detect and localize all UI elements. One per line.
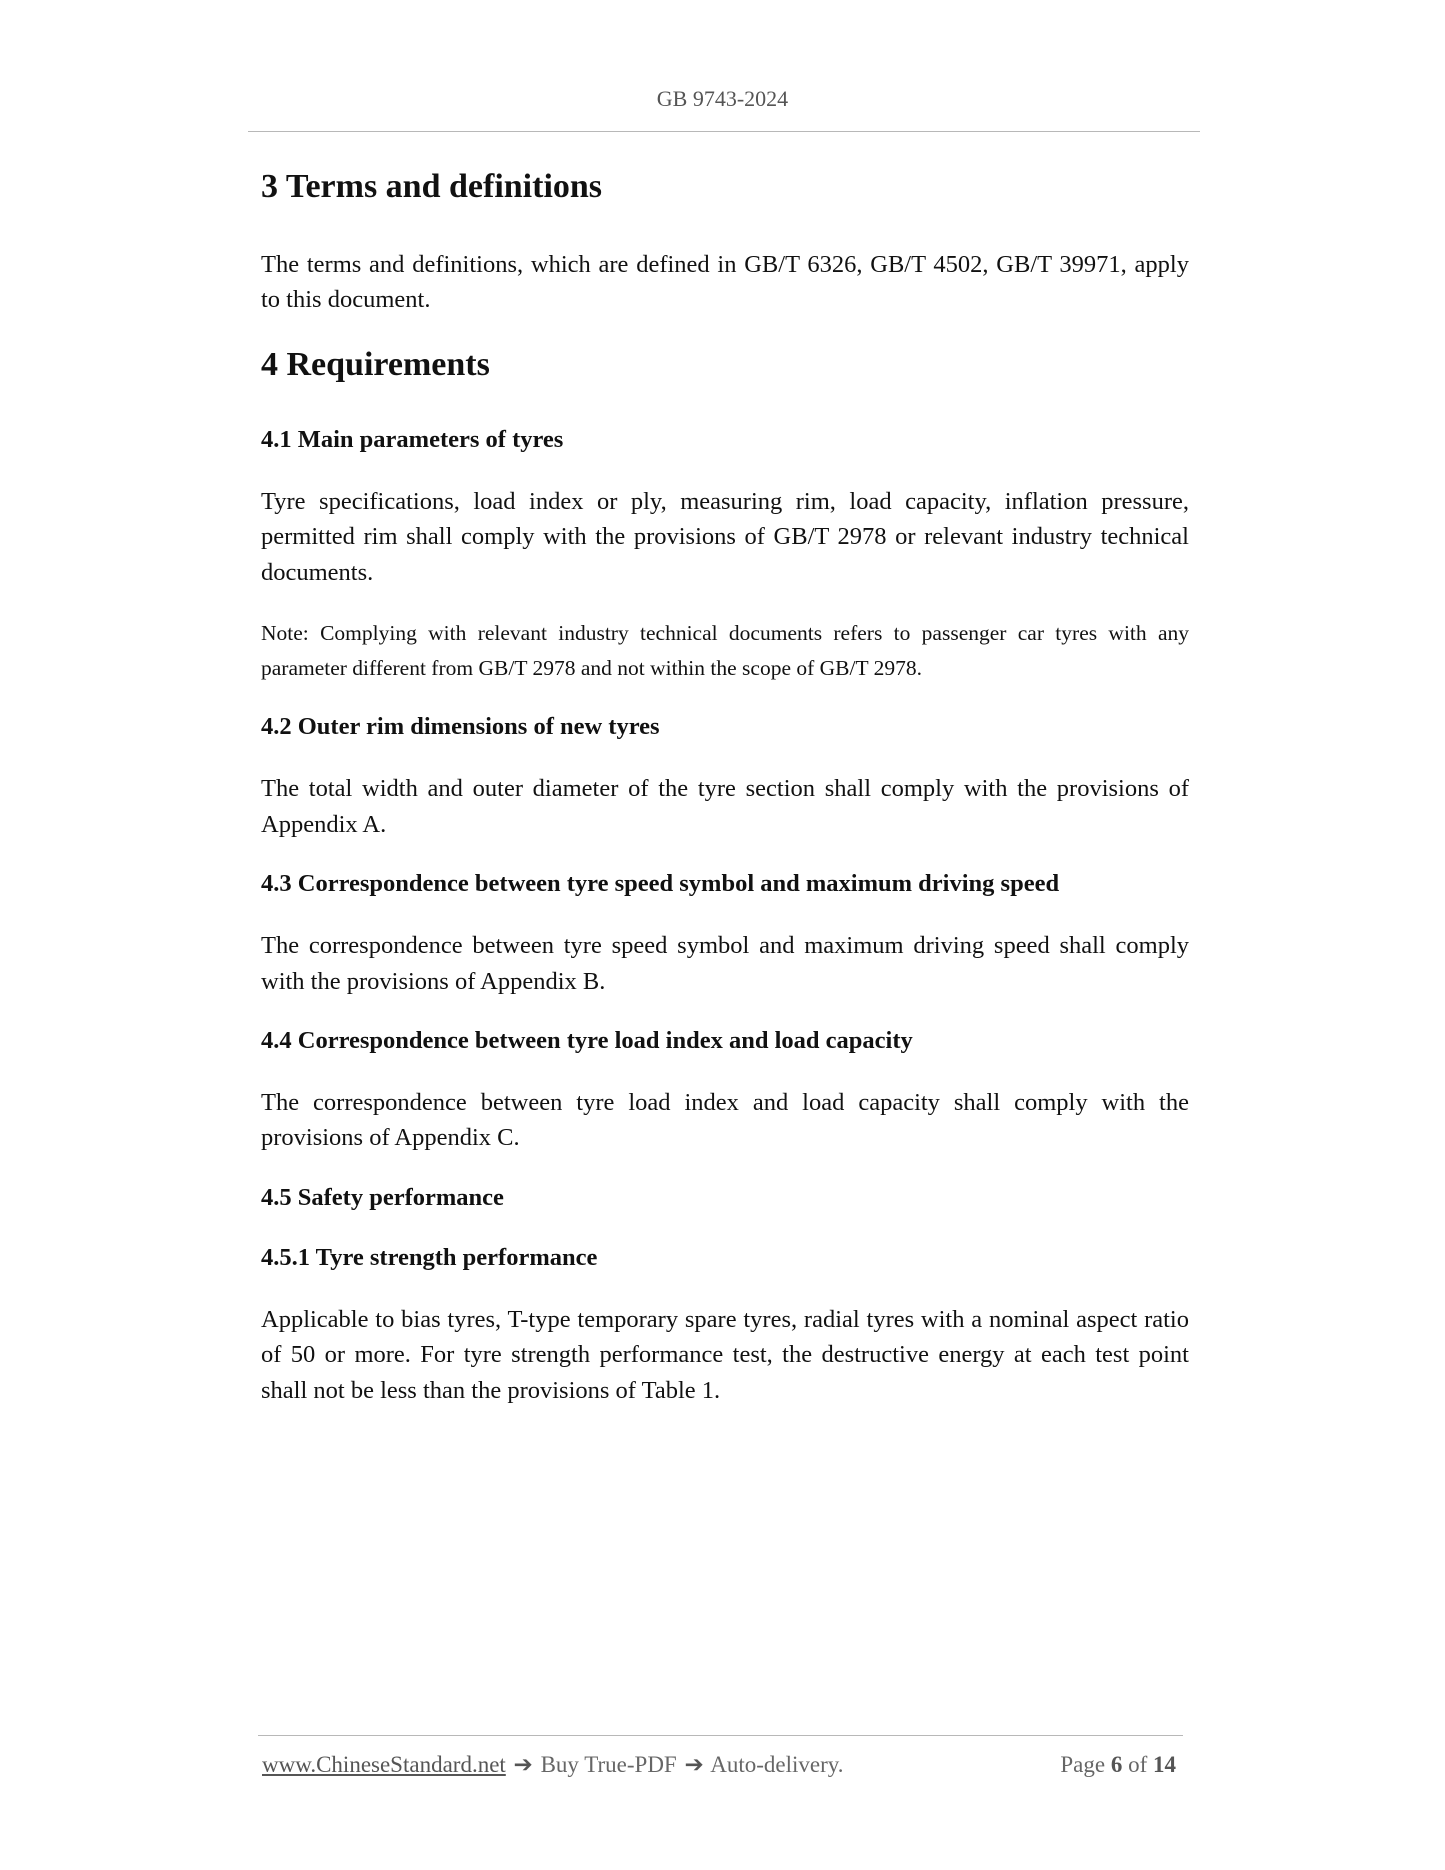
section-4-1-paragraph: Tyre specifications, load index or ply, measuring rim, load capacity, inflation pressure, permitted rim shall comply with the provisions of GB/T 2978 or relevant industry technical documents. (261, 487, 1189, 586)
page-label: Page (1060, 1752, 1106, 1777)
section-4-1-note: Note: Complying with relevant industry technical documents refers to passenger car tyres with any parameter different from GB/T 2978 and not within the scope of GB/T 2978. (261, 621, 1189, 680)
section-4-5-1-heading: 4.5.1 Tyre strength performance (261, 1243, 598, 1271)
arrow-right-icon: ➔ (684, 1752, 704, 1777)
section-4-heading: 4 Requirements (261, 345, 490, 383)
footer-divider (258, 1735, 1183, 1736)
chinesestandard-link[interactable]: www.ChineseStandard.net (262, 1752, 506, 1777)
page-number (1060, 1752, 1176, 1778)
page-header-doc-code: GB 9743-2024 (656, 86, 789, 111)
section-3-paragraph: The terms and definitions, which are defined in GB/T 6326, GB/T 4502, GB/T 39971, apply to this document. (261, 250, 1189, 313)
section-4-3-heading: 4.3 Correspondence between tyre speed symbol and maximum driving speed (261, 870, 1060, 898)
document-body (261, 166, 1189, 1434)
page-current: 6 (1110, 1752, 1123, 1777)
section-4-4-heading: 4.4 Correspondence between tyre load index and load capacity (261, 1027, 913, 1055)
section-3-heading: 3 Terms and definitions (261, 168, 603, 205)
section-4-2-paragraph: The total width and outer diameter of the tyre section shall comply with the provisions of Appendix A. (261, 775, 1189, 838)
section-4-5-1-paragraph: Applicable to bias tyres, T-type temporary spare tyres, radial tyres with a nominal aspect ratio of 50 or more. For tyre strength performance test, the destructive energy at each test point shall not be less than the provisions of Table 1. (261, 1305, 1189, 1404)
buy-true-pdf-text: Buy True-PDF (540, 1752, 677, 1777)
auto-delivery-text: Auto-delivery. (710, 1752, 844, 1777)
section-4-2-heading: 4.2 Outer rim dimensions of new tyres (261, 713, 660, 741)
section-4-3-paragraph: The correspondence between tyre speed symbol and maximum driving speed shall comply with the provisions of Appendix B. (261, 932, 1189, 995)
header-divider (248, 131, 1200, 132)
page-footer (262, 1752, 1180, 1784)
section-4-5-heading: 4.5 Safety performance (261, 1183, 504, 1211)
page-of: of (1128, 1752, 1148, 1777)
section-4-1-heading: 4.1 Main parameters of tyres (261, 426, 564, 453)
page-total: 14 (1153, 1752, 1176, 1777)
section-4-4-paragraph: The correspondence between tyre load index and load capacity shall comply with the provisions of Appendix C. (261, 1088, 1189, 1152)
footer-promo (262, 1752, 844, 1778)
arrow-right-icon: ➔ (513, 1752, 533, 1777)
